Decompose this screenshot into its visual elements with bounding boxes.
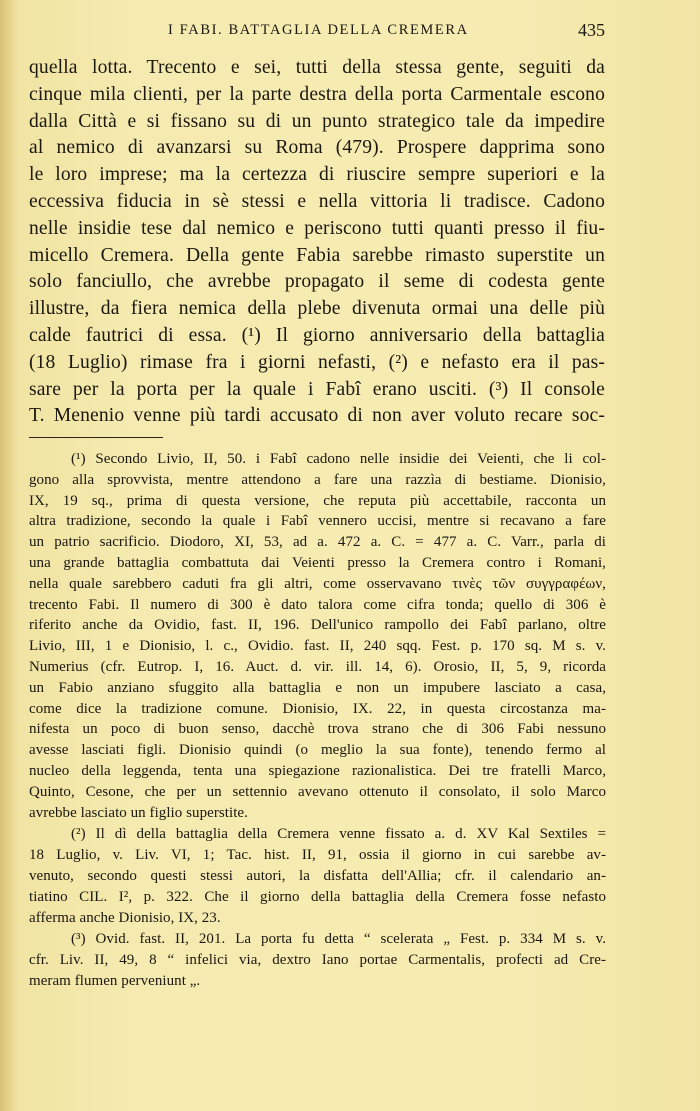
body-line: nelle insidie tese dal nemico e periscono tutti quanti presso il fiu-: [29, 217, 605, 239]
footnote-line: nifesta un poco di buon senso, dacchè trova strano che di 306 Fabi nessuno: [29, 721, 606, 738]
footnote-line: tiatino CIL. I², p. 322. Che il giorno della battaglia della Cremera fosse nefasto: [29, 888, 606, 905]
footnote-line: altra tradizione, secondo la quale i Fabî vennero uccisi, mentre si recavano a fare: [29, 513, 606, 530]
page-header: [28, 22, 604, 42]
footnotes: [29, 449, 606, 992]
body-line: solo fanciullo, che avrebbe propagato il seme di codesta gente: [29, 271, 605, 293]
footnote-line: Numerius (cfr. Eutrop. I, 16. Auct. d. vir. ill. 14, 6). Orosio, II, 5, 9, ricorda: [29, 658, 606, 675]
footnote-line: avesse lasciati figli. Dionisio quindi (o meglio la sua fonte), tenendo fermo al: [29, 742, 606, 759]
footnote-line: come dice la tradizione comune. Dionisio, IX. 22, in questa circostanza ma-: [29, 700, 606, 717]
footnote-line: (¹) Secondo Livio, II, 50. i Fabî cadono nelle insidie dei Veienti, che li col-: [71, 451, 606, 467]
footnote-line: una grande battaglia combattuta dai Veienti presso la Cremera contro i Romani,: [29, 554, 606, 571]
footnote-line: trecento Fabi. Il numero di 300 è dato talora come cifra tonda; quello di 306 è: [29, 596, 606, 613]
footnote-rule: [29, 437, 163, 438]
body-line: dalla Città e si fissano su di un punto strategico tale da impedire: [29, 110, 605, 132]
spine-shadow: [0, 0, 18, 1111]
footnote-2: [29, 824, 606, 928]
footnote-line: Quinto, Cesone, che per un settennio avevano ottenuto il consolato, il solo Marco: [29, 783, 606, 800]
footnote-line: (²) Il dì della battaglia della Cremera venne fissato a. d. XV Kal Sextiles =: [71, 826, 606, 843]
main-text: [29, 55, 605, 430]
body-line: al nemico di avanzarsi su Roma (479). Prospere dapprima sono: [29, 137, 605, 159]
footnote-line: afferma anche Dionisio, IX, 23.: [29, 909, 221, 926]
footnote-line: cfr. Liv. II, 49, 8 “ infelici via, dextro Iano portae Carmentalis, profecti ad Cre-: [29, 952, 606, 969]
footnote-line: IX, 19 sq., prima di questa versione, che reputa più accettabile, racconta un: [29, 492, 606, 509]
footnote-line: Livio, III, 1 e Dionisio, l. c., Ovidio. fast. II, 240 sqq. Fest. p. 170 sq. M s. v.: [29, 638, 606, 655]
footnote-line: nella quale sarebbero caduti fra gli altri, come osservavano τινὲς τῶν συγγραφέων,: [29, 575, 606, 592]
body-line: eccessiva fiducia in sè stessi e nella vittoria li tradisce. Cadono: [29, 190, 605, 212]
footnote-line: nucleo della leggenda, tenta una spiegazione razionalistica. Dei tre fratelli Marco,: [29, 762, 606, 779]
body-line: quella lotta. Trecento e sei, tutti della stessa gente, seguiti da: [29, 57, 605, 78]
body-line: T. Menenio venne più tardi accusato di non aver voluto recare soc-: [29, 405, 605, 427]
footnote-line: un Fabio anziano sfuggito alla battaglia e non un impubere lasciato a casa,: [29, 679, 606, 696]
footnote-line: venuto, secondo questi stessi autori, la disfatta dell'Allia; cfr. il calendario an-: [29, 867, 606, 884]
footnote-line: un patrio sacrificio. Diodoro, XI, 53, ad a. 472 a. C. = 477 a. C. Varr., parla di: [29, 534, 606, 551]
body-line: le loro imprese; ma la certezza di riuscire sempre superiori e la: [29, 164, 605, 186]
footnote-line: gono alla sprovvista, mentre attendono a fare una razzìa di bestiame. Dionisio,: [29, 471, 606, 488]
body-line: illustre, da fiera nemica della plebe divenuta ormai una delle più: [29, 298, 605, 320]
footnote-line: riferito anche da Ovidio, fast. II, 196. Dell'unico rampollo dei Fabî parlano, oltre: [29, 617, 606, 634]
running-head: I FABI. BATTAGLIA DELLA CREMERA: [168, 22, 469, 38]
body-line: (18 Luglio) rimase fra i giorni nefasti, (²) e nefasto era il pas-: [29, 351, 605, 373]
footnote-3: [29, 929, 606, 991]
footnote-line: meram flumen perveniunt „.: [29, 972, 201, 989]
body-line: calde fautrici di essa. (¹) Il giorno anniversario della battaglia: [29, 324, 605, 346]
footnote-1: [29, 449, 606, 823]
body-line: sare per la porta per la quale i Fabî erano usciti. (³) Il console: [29, 378, 605, 400]
body-line: cinque mila clienti, per la parte destra della porta Carmentale escono: [29, 83, 605, 105]
footnote-line: (³) Ovid. fast. II, 201. La porta fu detta “ scelerata „ Fest. p. 334 M s. v.: [71, 931, 606, 948]
page-number: 435: [578, 20, 605, 40]
footnote-line: 18 Luglio, v. Liv. VI, 1; Tac. hist. II, 91, ossia il giorno in cui sarebbe av-: [29, 847, 606, 864]
footnote-line: avrebbe lasciato un figlio superstite.: [29, 804, 248, 821]
body-line: micello Cremera. Della gente Fabia sarebbe rimasto superstite un: [29, 244, 605, 266]
